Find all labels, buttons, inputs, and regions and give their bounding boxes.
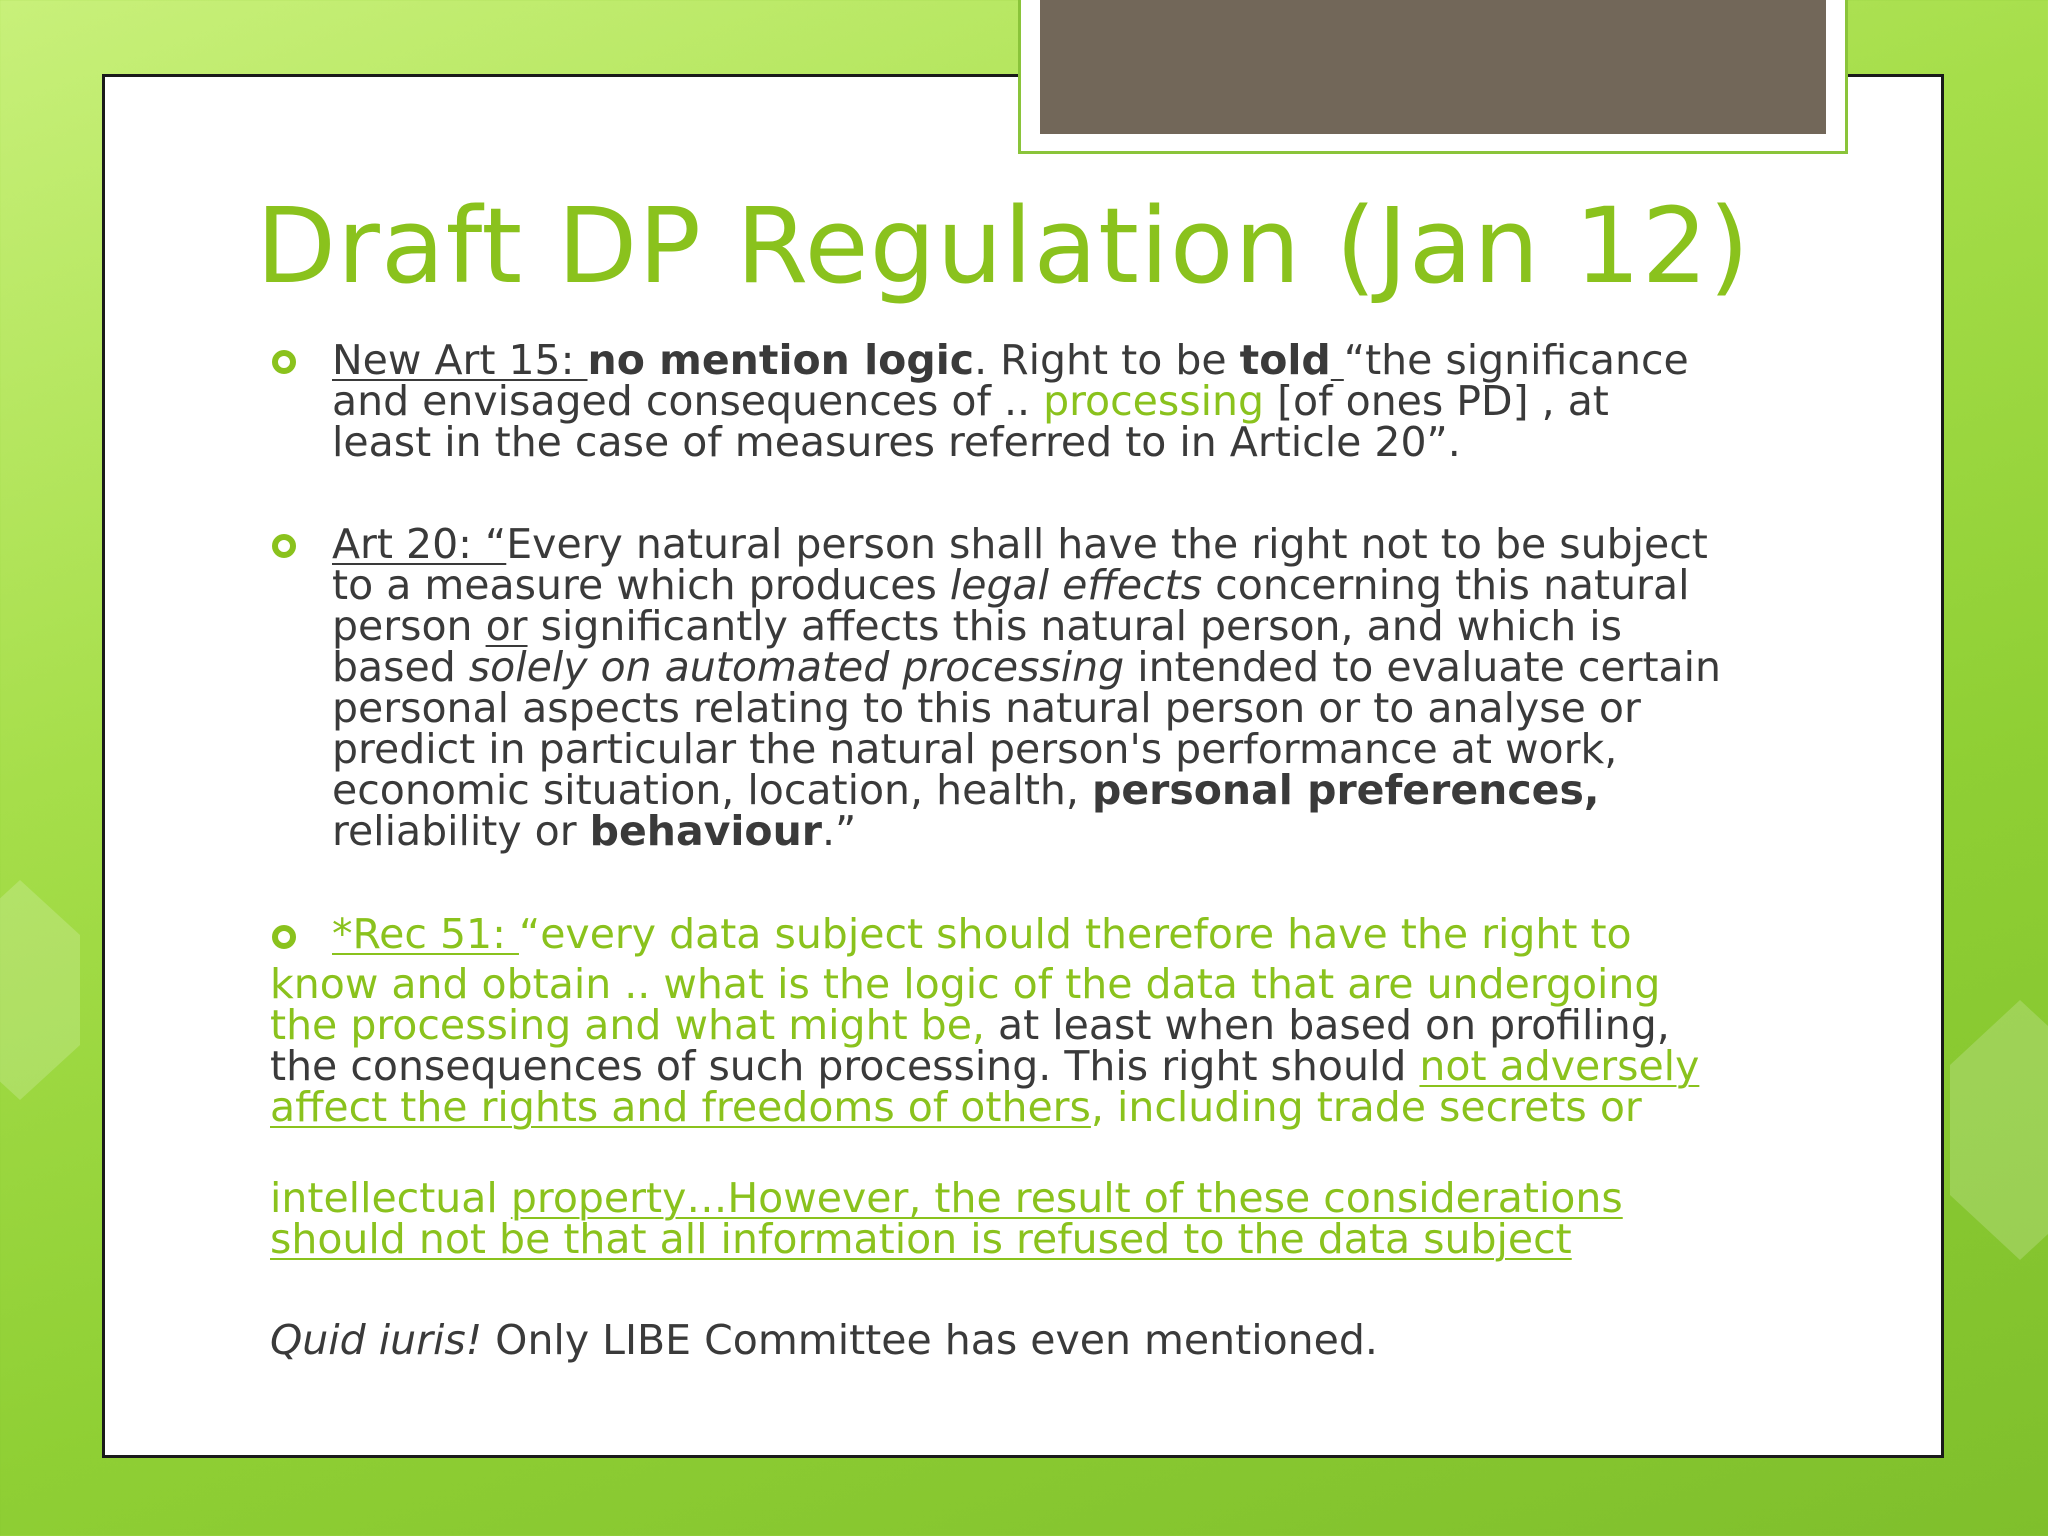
rec51-body [270, 960, 1710, 1131]
rec51-label: *Rec 51: [332, 910, 519, 958]
text-underlined: or [485, 602, 528, 650]
text-span: Only LIBE Committee has even mentioned. [482, 1316, 1378, 1364]
text-bold: behaviour [589, 807, 823, 855]
text-span: “the significance and envisaged consequences of .. [332, 336, 1689, 425]
title-tab [1040, 0, 1826, 134]
text-span: concerning this natural person [332, 561, 1690, 650]
text-italic: legal effects [949, 561, 1203, 609]
art20-label: Art 20: “ [332, 520, 507, 568]
bullet-art20 [332, 520, 1752, 855]
text-span: , including trade secrets or [1090, 1083, 1642, 1131]
text-underlined: property…However, the result of these considerations should not be that all information is refused to the data subject [270, 1174, 1623, 1263]
text-span: know and obtain .. what is the logic of the data that are undergoing the processing and what might be, [270, 960, 1661, 1049]
text-span: [of ones PD] , at least in the case of measures referred to in Article 20”. [332, 377, 1609, 466]
slide-title: Draft DP Regulation (Jan 12) [256, 185, 1751, 307]
rec51-first-line [332, 910, 1732, 958]
text-italic: solely on automated processing [468, 643, 1125, 691]
art15-bold-told: told [1239, 336, 1331, 384]
text-span: . Right to be [974, 336, 1240, 384]
bullet-icon [272, 925, 296, 949]
text-span: intended to evaluate certain personal aspects relating to this natural person or to analyse or predict in particular the natural person's performance at work, economic situation, location, health, [332, 643, 1722, 814]
text-span: “every data subject should therefore have the right to [518, 910, 1632, 958]
text-italic: Quid iuris! [270, 1316, 483, 1364]
bullet-art15 [332, 336, 1712, 466]
background-hexagon [1950, 1000, 2048, 1260]
text-span: significantly affects this natural person, and which is based [332, 602, 1622, 691]
text-span: at least when based on profiling, the consequences of such processing. This right should [270, 1001, 1670, 1090]
background-hexagon [0, 880, 80, 1100]
art15-bold-logic: no mention logic [587, 336, 975, 384]
text-underlined: not adversely affect the rights and freedoms of others [270, 1042, 1700, 1131]
text-bold: personal preferences, [1091, 766, 1600, 814]
art15-label: New Art 15: [332, 336, 588, 384]
bullet-icon [272, 350, 296, 374]
bullet-icon [272, 534, 296, 558]
text-span: .” [822, 807, 857, 855]
closing-remark [270, 1316, 1670, 1364]
art15-processing: processing [1043, 377, 1265, 425]
text-span: Every natural person shall have the right not to be subject to a measure which produces [332, 520, 1708, 609]
rec51-continuation [270, 1174, 1670, 1263]
text-span: reliability or [332, 807, 590, 855]
text-span: intellectual [270, 1174, 511, 1222]
